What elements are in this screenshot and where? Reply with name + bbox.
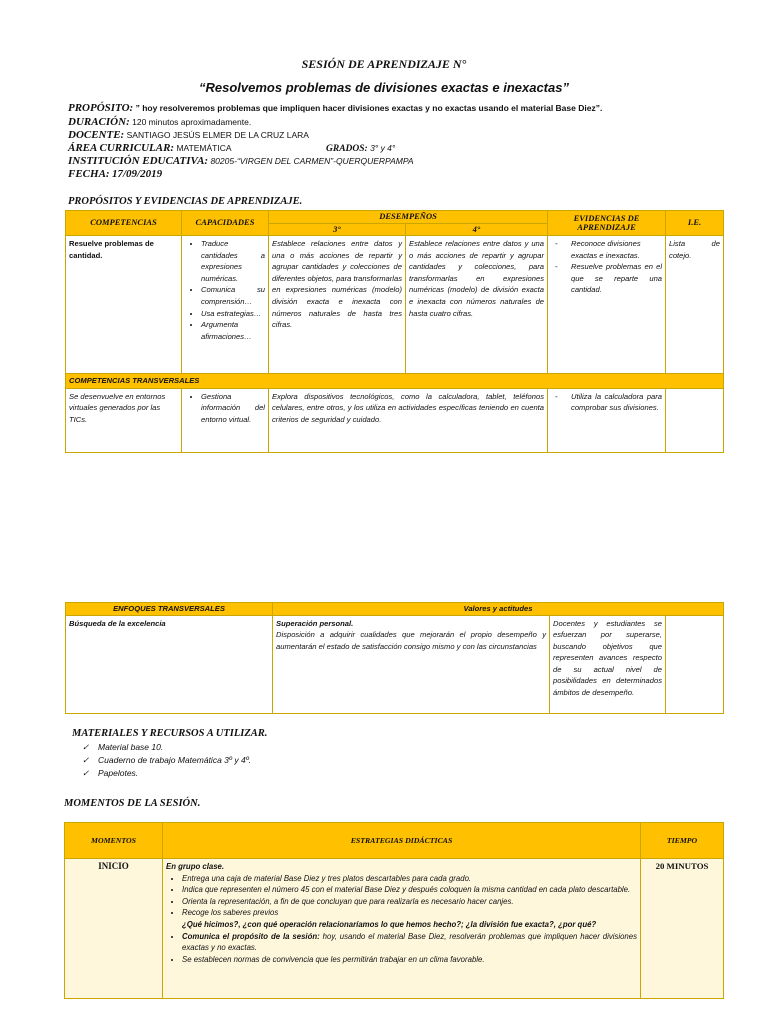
capacidad-item: • Argumenta afirmaciones…	[201, 319, 265, 342]
header-evidencias: EVIDENCIAS DE APRENDIZAJE	[548, 211, 666, 236]
trans-evidencia-item: - Utiliza la calculadora para comprobar sus divisiones.	[551, 391, 662, 414]
check-icon: ✓	[82, 755, 90, 765]
docente-label: DOCENTE:	[68, 129, 125, 141]
capacidad-item: • Traduce cantidades a expresiones numéricas.	[201, 238, 265, 284]
header-desempenos: DESEMPEÑOS	[269, 211, 548, 224]
header-grado-4: 4°	[406, 223, 548, 236]
fecha-value: 17/09/2019	[111, 168, 163, 180]
grados-line	[326, 143, 395, 156]
enfoque-cell: Búsqueda de la excelencia	[66, 615, 273, 713]
material-label: Papelotes.	[98, 768, 139, 778]
preguntas-text: ¿Qué hicimos?, ¿con qué operación relacionaríamos lo que hemos hecho?; ¿la división fue exacta?, ¿por qué?	[182, 919, 597, 929]
area-value: MATEMÁTICA	[176, 143, 232, 153]
capacidades-list	[185, 238, 265, 342]
fecha-line	[68, 169, 162, 181]
session-title: SESIÓN DE APRENDIZAJE N°	[301, 57, 467, 71]
header-competencias: COMPETENCIAS	[66, 211, 182, 236]
duracion-label: DURACIÓN:	[68, 116, 130, 128]
evidencia-item: - Reconoce divisiones exactas e inexactas.	[551, 238, 662, 261]
area-label: ÁREA CURRICULAR:	[68, 142, 175, 154]
grados-value: 3° y 4°	[370, 143, 396, 153]
propositos-table	[65, 210, 724, 453]
header-estrategias: ESTRATEGIAS DIDÁCTICAS	[163, 823, 641, 859]
evidencias-cell	[548, 236, 666, 374]
ie-cell: Lista de cotejo.	[666, 236, 724, 374]
trans-desempeno-cell: Explora dispositivos tecnológicos, como la calculadora, tablet, teléfonos celulares, entre otros, y los utiliza en actividades específicas teniendo en cuenta criterios de seguridad y cuidado.	[269, 388, 548, 452]
materiales-list	[82, 741, 251, 780]
header-momentos: MOMENTOS	[65, 823, 163, 859]
propositos-title: PROPÓSITOS Y EVIDENCIAS DE APRENDIZAJE.	[68, 196, 303, 207]
transversales-header: COMPETENCIAS TRANSVERSALES	[66, 374, 724, 389]
evidencia-item: - Resuelve problemas en el que se reparte una cantidad.	[551, 261, 662, 296]
estrategia-item: • Orienta la representación, a fin de que concluyan que para realizarla es necesario hacer canjes.	[182, 896, 637, 908]
header-enfoques: ENFOQUES TRANSVERSALES	[66, 603, 273, 616]
docente-value: SANTIAGO JESÚS ELMER DE LA CRUZ LARA	[126, 130, 309, 140]
materiales-title: MATERIALES Y RECURSOS A UTILIZAR.	[72, 728, 268, 739]
estrategia-item	[182, 931, 637, 954]
estrategia-item: • Entrega una caja de material Base Diez y tres platos descartables para cada grado.	[182, 873, 637, 885]
actitud-cell: Docentes y estudiantes se esfuerzan por superarse, buscando objetivos que representen avances respecto de su actual nivel de posibilidades en determinados ámbitos de desempeño.	[550, 615, 666, 713]
material-item	[82, 741, 251, 754]
institucion-value: 80205-“VIRGEN DEL CARMEN”-QUERQUERPAMPA	[210, 156, 414, 166]
institucion-line	[68, 156, 414, 168]
proposito-value: ” hoy resolveremos problemas que impliquen hacer divisiones exactas y no exactas usando el material Base Diez”.	[135, 103, 603, 113]
duracion-line	[68, 117, 251, 129]
trans-ie-cell	[666, 388, 724, 452]
check-icon: ✓	[82, 768, 90, 778]
estrategia-item: • Se establecen normas de convivencia que les permitirán trabajar en un clima favorable.	[182, 954, 637, 966]
material-label: Cuaderno de trabajo Matemática 3º y 4º.	[98, 755, 252, 765]
momentos-title: MOMENTOS DE LA SESIÓN.	[64, 798, 201, 809]
institucion-label: INSTITUCIÓN EDUCATIVA:	[68, 155, 209, 167]
estrategias-list	[166, 873, 637, 966]
momentos-table	[64, 822, 724, 999]
proposito-label: PROPÓSITO:	[68, 102, 134, 114]
grupo-label: En grupo clase.	[166, 862, 225, 871]
estrategias-cell	[163, 859, 641, 999]
comunica-label: Comunica el propósito de la sesión:	[182, 931, 320, 941]
capacidades-cell	[182, 236, 269, 374]
grados-label: GRADOS:	[326, 144, 368, 154]
material-item	[82, 767, 251, 780]
capacidad-item: • Comunica su comprensión…	[201, 284, 265, 307]
desempeno-3-cell: Establece relaciones entre datos y una o más acciones de repartir y agrupar cantidades y colecciones de diferentes objetos, para transformarlas en expresiones numéricas (modelo) división exacta e inexacta con números naturales de hasta tres cifras.	[269, 236, 406, 374]
session-subtitle: “Resolvemos problemas de divisiones exactas e inexactas”	[199, 80, 569, 95]
trans-evidencia-list	[551, 391, 662, 414]
fecha-label: FECHA:	[68, 168, 110, 180]
trans-competencia-cell: Se desenvuelve en entornos virtuales generados por las TICs.	[66, 388, 182, 452]
area-line	[68, 143, 232, 155]
header-capacidades: CAPACIDADES	[182, 211, 269, 236]
valor-cell	[273, 615, 550, 713]
material-label: Material base 10.	[98, 742, 164, 752]
estrategia-item: • Indica que representen el número 45 con el material Base Diez y después coloquen la misma cantidad en cada plato descartable.	[182, 884, 637, 896]
enfoques-table	[65, 602, 724, 714]
trans-capacidad-list	[185, 391, 265, 426]
valor-desc: Disposición a adquirir cualidades que mejorarán el propio desempeño y aumentarán el estado de satisfacción consigo mismo y con las circunstancias	[276, 630, 546, 651]
enfoque-empty-cell	[666, 615, 724, 713]
evidencias-list	[551, 238, 662, 296]
header-ie: I.E.	[666, 211, 724, 236]
saberes-label: Recoge los saberes previos	[182, 908, 279, 918]
trans-capacidad-cell	[182, 388, 269, 452]
desempeno-4-cell: Establece relaciones entre datos y una o más acciones de repartir y agrupar cantidades y colecciones, para transformarlas en expresiones numéricas (modelo) de división exacta e inexacta con números naturales de hasta cuatro cifras.	[406, 236, 548, 374]
comunica-text: hoy, usando el material Base Diez, resolverán problemas que impliquen hacer divisiones exactas y no exactas.	[182, 931, 637, 953]
header-valores: Valores y actitudes	[273, 603, 724, 616]
tiempo-cell: 20 MINUTOS	[641, 859, 724, 999]
valor-title: Superación personal.	[276, 618, 354, 628]
trans-capacidad-item: • Gestiona información del entorno virtual.	[201, 391, 265, 426]
capacidad-item: • Usa estrategias…	[201, 308, 265, 320]
docente-line	[68, 130, 309, 142]
duracion-value: 120 minutos aproximadamente.	[132, 117, 252, 127]
header-tiempo: TIEMPO	[641, 823, 724, 859]
header-grado-3: 3°	[269, 223, 406, 236]
inicio-cell: INICIO	[65, 859, 163, 999]
check-icon: ✓	[82, 742, 90, 752]
trans-evidencia-cell	[548, 388, 666, 452]
estrategia-item	[182, 907, 637, 930]
competencia-cell: Resuelve problemas de cantidad.	[66, 236, 182, 374]
proposito-line	[68, 103, 708, 115]
material-item	[82, 754, 251, 767]
